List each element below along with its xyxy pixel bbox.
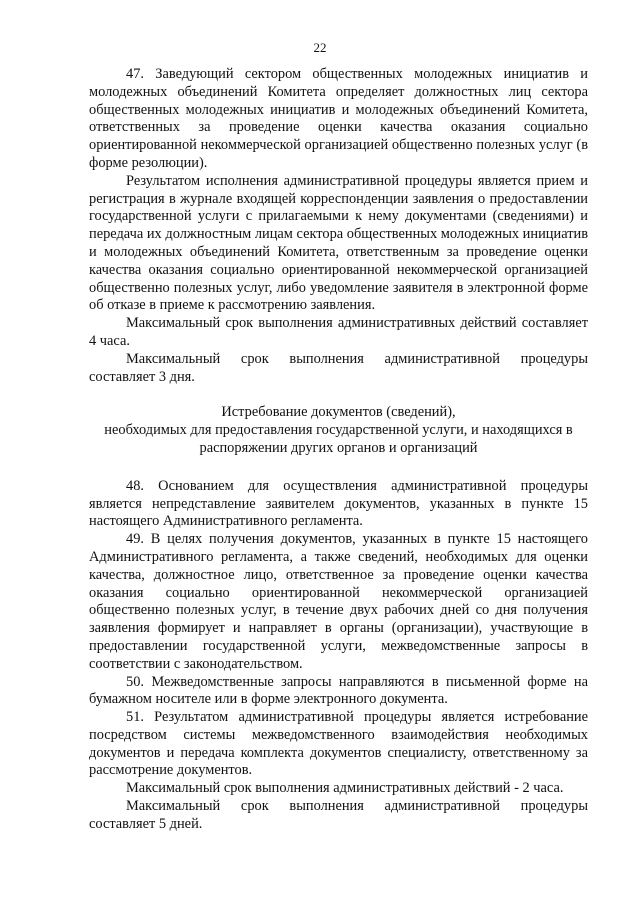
paragraph-48: 48. Основанием для осуществления административной процедуры является непредставление заявителем документов, указанных в пункте 15 настоящего Административного регламента. [89, 477, 588, 530]
paragraph-49: 49. В целях получения документов, указанных в пункте 15 настоящего Административного регламента, а также сведений, необходимых для оценки качества, должностное лицо, ответственное за проведение оценки качества оказания социально ориентированной некоммерческой организацией общественно полезных услуг, в течение двух рабочих дней со дня получения заявления формирует и направляет в органы (организации), участвующие в предоставлении государственной услуги, межведомственные запросы в соответствии с законодательством. [89, 531, 588, 672]
section-heading [89, 404, 588, 457]
section-heading-line-1: Истребование документов (сведений), [221, 404, 456, 421]
paragraph-max-procedure-time-2: Максимальный срок выполнения административной процедуры составляет 5 дней. [89, 798, 588, 832]
paragraph-max-actions-time: Максимальный срок выполнения административных действий составляет 4 часа. [89, 315, 588, 349]
paragraph-47: 47. Заведующий сектором общественных молодежных инициатив и молодежных объединений Комитета определяет должностных лиц сектора общественных молодежных инициатив и молодежных объединений Комитета, ответственных за проведение оценки качества оказания социально ориентированной некоммерческой организацией общественно полезных услуг (в форме резолюции). [89, 66, 588, 171]
section-heading-line-2: необходимых для предоставления государственной услуги, и находящихся в [104, 422, 573, 439]
paragraph-max-actions-time-2: Максимальный срок выполнения административных действий - 2 часа. [126, 780, 564, 797]
paragraph-max-procedure-time: Максимальный срок выполнения административной процедуры составляет 3 дня. [89, 350, 588, 385]
paragraph-result: Результатом исполнения административной процедуры является прием и регистрация в журнале входящей корреспонденции заявления о предоставлении государственной услуги с прилагаемыми к нему документами (сведениями) и передача их должностным лицам сектора общественных молодежных инициатив и молодежных объединений Комитета, ответственным за проведение оценки качества оказания социально ориентированной некоммерческой организацией общественно полезных услуг, либо уведомление заявителя в электронной форме об отказе в приеме к рассмотрению заявления. [89, 172, 588, 314]
paragraph-51: 51. Результатом административной процедуры является истребование посредством системы межведомственного взаимодействия необходимых документов и передача комплекта документов специалисту, ответственному за рассмотрение документов. [89, 709, 588, 779]
paragraph-50: 50. Межведомственные запросы направляются в письменной форме на бумажном носителе или в форме электронного документа. [89, 673, 588, 708]
page-number: 22 [313, 40, 327, 55]
document-body [89, 66, 588, 834]
section-heading-line-3: распоряжении других органов и организаций [199, 439, 478, 456]
